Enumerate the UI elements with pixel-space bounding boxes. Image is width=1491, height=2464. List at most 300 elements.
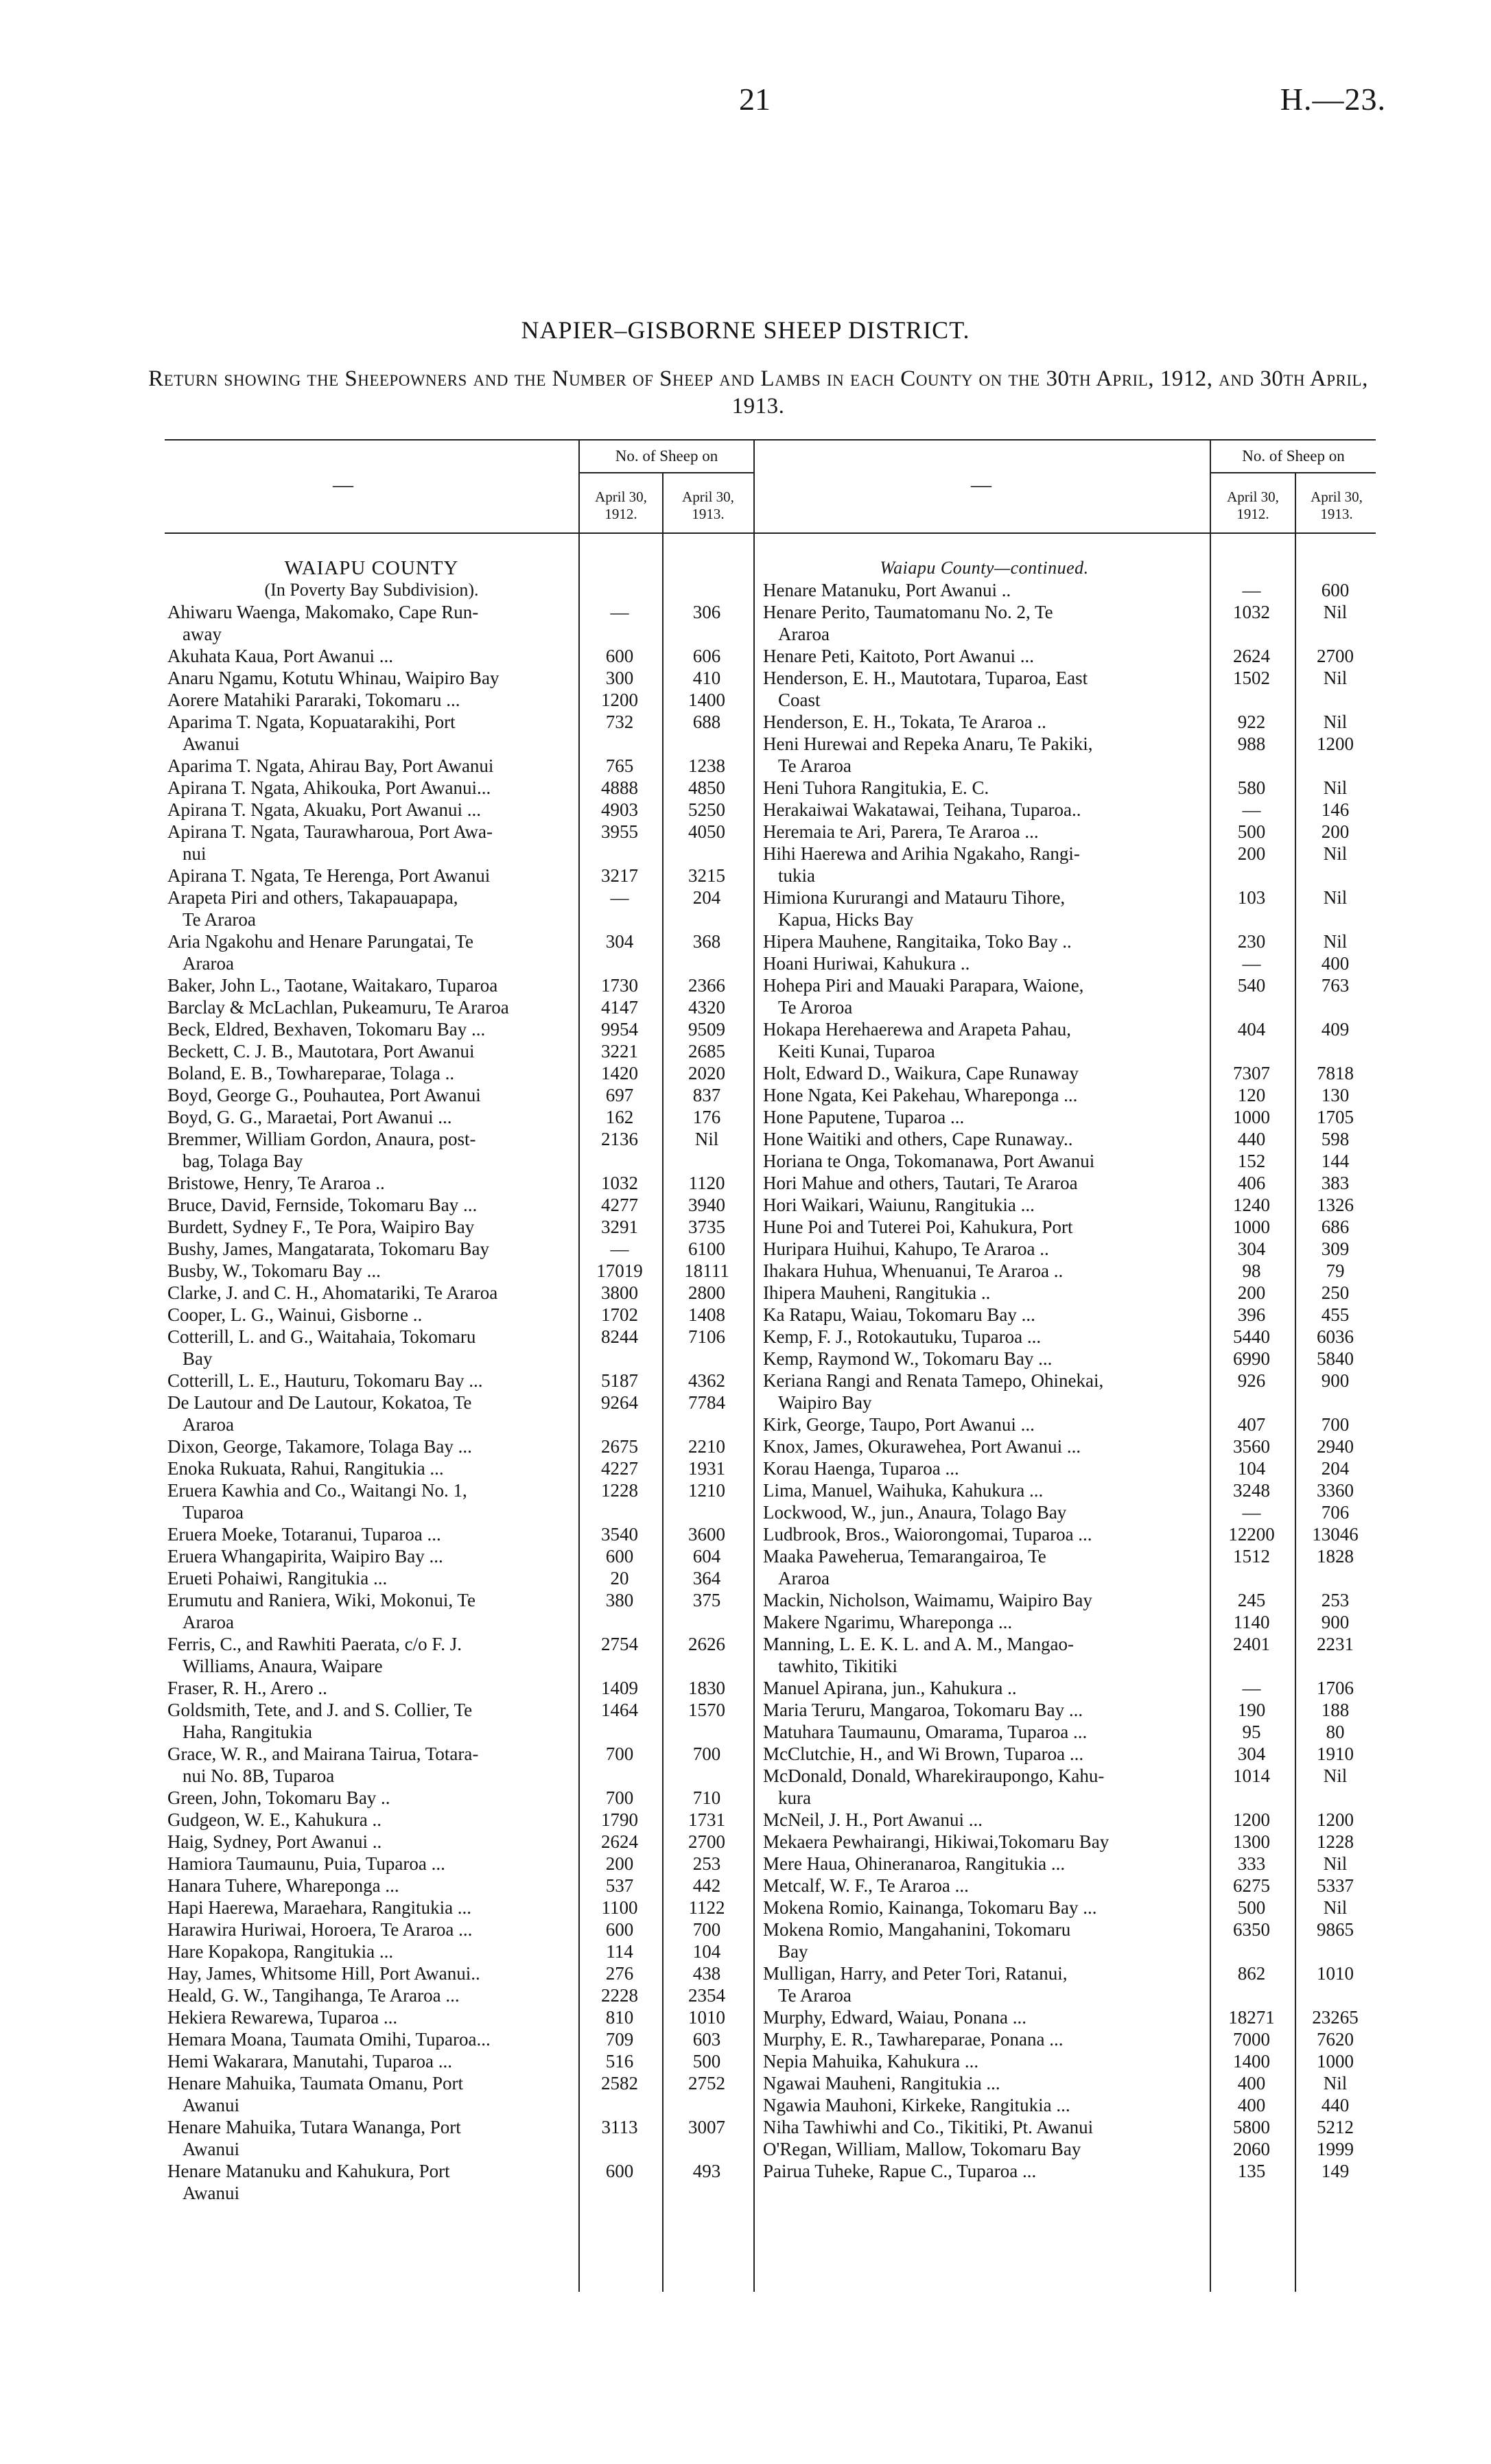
owner-row xyxy=(763,887,1376,930)
owner-name: Mokena Romio, Mangahanini, Tokomaru Bay xyxy=(763,1919,1206,1962)
sheep-1912-value: 2228 xyxy=(601,1985,638,2006)
sheep-1913-value: Nil xyxy=(1323,1853,1348,1874)
owner-row xyxy=(763,2028,1376,2050)
owner-row xyxy=(167,1238,751,1260)
sheep-1912-value: 135 xyxy=(1237,2161,1266,2181)
owner-row xyxy=(167,996,751,1018)
owner-row xyxy=(167,645,751,667)
sheep-1912-value: 1100 xyxy=(601,1897,638,1918)
owner-name-continuation: Araroa xyxy=(183,1414,234,1435)
sheep-1912-value: 732 xyxy=(605,712,634,732)
owner-name: Maria Teruru, Mangaroa, Tokomaru Bay ... xyxy=(763,1700,1083,1720)
sheep-1912-value: 6990 xyxy=(1233,1348,1270,1369)
left-1913-header: April 30, 1913. xyxy=(682,489,734,522)
owner-name: Apirana T. Ngata, Ahikouka, Port Awanui... xyxy=(167,777,491,798)
owner-name: Baker, John L., Taotane, Waitakaro, Tuparoa xyxy=(167,975,498,996)
sheep-1912-value: 333 xyxy=(1237,1853,1266,1874)
sheep-1913-value: 603 xyxy=(692,2029,721,2050)
sheep-1912-value: 1200 xyxy=(601,690,638,710)
owner-name: Apirana T. Ngata, Taurawharoua, Port Awa- nui xyxy=(167,821,576,865)
owner-name: Kirk, George, Taupo, Port Awanui ... xyxy=(763,1414,1035,1435)
owner-name: Eruera Whangapirita, Waipiro Bay ... xyxy=(167,1546,443,1567)
document-title: NAPIER–GISBORNE SHEEP DISTRICT. xyxy=(521,316,970,344)
sheep-1912-value: 3291 xyxy=(601,1217,638,1237)
sheep-1912-value: 4903 xyxy=(601,799,638,820)
sheep-1913-value: 410 xyxy=(692,668,721,688)
owner-name: Heni Hurewai and Repeka Anaru, Te Pakiki, Te Araroa xyxy=(763,733,1206,777)
owner-name-continuation: Te Araroa xyxy=(778,1985,852,2006)
owner-name: Beck, Eldred, Bexhaven, Tokomaru Bay ... xyxy=(167,1019,486,1040)
sheep-1912-value: 200 xyxy=(1237,1282,1266,1303)
sheep-1913-value: 149 xyxy=(1321,2161,1350,2181)
sheep-1912-value: 95 xyxy=(1242,1722,1261,1742)
owner-name: Matuhara Taumaunu, Omarama, Tuparoa ... xyxy=(763,1722,1088,1742)
owner-name: Ludbrook, Bros., Waiorongomai, Tuparoa ... xyxy=(763,1524,1092,1545)
sheep-1913-value: 2231 xyxy=(1317,1634,1354,1654)
owner-row xyxy=(167,799,751,821)
sheep-1912-value: 988 xyxy=(1237,734,1266,754)
sheep-1912-value: 5800 xyxy=(1233,2117,1270,2137)
sheep-1912-value: 200 xyxy=(1237,843,1266,864)
sheep-1912-value: 152 xyxy=(1237,1151,1266,1171)
sheep-1913-value: 13046 xyxy=(1312,1524,1359,1545)
owner-name: Murphy, Edward, Waiau, Ponana ... xyxy=(763,2007,1026,2028)
owner-name-continuation: Araroa xyxy=(778,1568,830,1588)
owner-row xyxy=(167,1589,751,1633)
owner-row xyxy=(763,1523,1376,1545)
owner-row xyxy=(763,1062,1376,1084)
sheep-1913-value: 6036 xyxy=(1317,1326,1354,1347)
owner-name: Henare Perito, Taumatomanu No. 2, Te Araroa xyxy=(763,601,1206,645)
sheep-1912-value: 500 xyxy=(1237,821,1266,842)
owner-row xyxy=(763,2050,1376,2072)
sheep-1912-value: 580 xyxy=(1237,777,1266,798)
owner-row xyxy=(763,1128,1376,1150)
sheep-1913-value: 250 xyxy=(1321,1282,1350,1303)
sheep-1912-value: 162 xyxy=(605,1107,634,1127)
sheep-1913-value: 7818 xyxy=(1317,1063,1354,1083)
owner-name: Ferris, C., and Rawhiti Paerata, c/o F. J. Williams, Anaura, Waipare xyxy=(167,1633,576,1677)
sheep-1913-value: 253 xyxy=(1321,1590,1350,1610)
sheep-1912-value: 2582 xyxy=(601,2073,638,2093)
owner-name: Henare Matanuku, Port Awanui .. xyxy=(763,580,1011,600)
sheep-1912-value: 4227 xyxy=(601,1458,638,1479)
sheep-1913-value: 5212 xyxy=(1317,2117,1354,2137)
sheep-1912-value: 2624 xyxy=(1233,646,1270,666)
sheep-1913-value: 900 xyxy=(1321,1612,1350,1632)
sheep-1912-value: 9954 xyxy=(601,1019,638,1040)
owner-name: McClutchie, H., and Wi Brown, Tuparoa ... xyxy=(763,1744,1084,1764)
sheep-1913-value: 1200 xyxy=(1317,1809,1354,1830)
owner-name: Mekaera Pewhairangi, Hikiwai,Tokomaru Bay xyxy=(763,1831,1110,1852)
owner-name-continuation: tawhito, Tikitiki xyxy=(778,1656,898,1676)
sheep-1913-value: Nil xyxy=(1323,2073,1348,2093)
sheep-1913-value: 700 xyxy=(692,1744,721,1764)
sheep-1913-value: 3360 xyxy=(1317,1480,1354,1501)
county-heading: WAIAPU COUNTY xyxy=(284,557,459,579)
sheep-1913-value: 253 xyxy=(692,1853,721,1874)
left-owner-list xyxy=(167,601,751,2204)
sheep-1912-value: 304 xyxy=(1237,1744,1266,1764)
sheep-1913-value: 763 xyxy=(1321,975,1350,996)
owner-row xyxy=(763,1809,1376,1831)
owner-row xyxy=(763,1589,1376,1611)
sheep-1913-value: 493 xyxy=(692,2161,721,2181)
sheep-1913-value: 1731 xyxy=(688,1809,725,1830)
owner-name-continuation: kura xyxy=(778,1787,811,1808)
sheep-1913-value: 3007 xyxy=(688,2117,725,2137)
owner-name: Mackin, Nicholson, Waimamu, Waipiro Bay xyxy=(763,1590,1092,1610)
owner-name: Ihipera Mauheni, Rangitukia .. xyxy=(763,1282,991,1303)
owner-name: Haig, Sydney, Port Awanui .. xyxy=(167,1831,382,1852)
owner-row xyxy=(167,1787,751,1809)
owner-row xyxy=(763,1304,1376,1326)
sheep-1913-value: 688 xyxy=(692,712,721,732)
sheep-1912-value: — xyxy=(1242,1678,1261,1698)
owner-name: Henare Peti, Kaitoto, Port Awanui ... xyxy=(763,646,1034,666)
owner-row xyxy=(167,1018,751,1040)
sheep-1912-value: 1702 xyxy=(601,1304,638,1325)
owner-row xyxy=(167,1128,751,1172)
owner-name: Barclay & McLachlan, Pukeamuru, Te Araroa xyxy=(167,997,509,1018)
owner-row xyxy=(763,579,1376,601)
sheep-1913-value: 4850 xyxy=(688,777,725,798)
owner-row xyxy=(167,1457,751,1479)
sheep-1913-value: 710 xyxy=(692,1787,721,1808)
sheep-1912-value: 1032 xyxy=(601,1173,638,1193)
owner-name: Eruera Kawhia and Co., Waitangi No. 1, Tuparoa xyxy=(167,1479,576,1523)
owner-row xyxy=(763,1150,1376,1172)
owner-name: Korau Haenga, Tuparoa ... xyxy=(763,1458,959,1479)
owner-name-continuation: nui No. 8B, Tuparoa xyxy=(183,1765,335,1786)
sheep-1913-value: 383 xyxy=(1321,1173,1350,1193)
sheep-1912-value: — xyxy=(1242,1502,1261,1523)
owner-row xyxy=(763,843,1376,887)
owner-name: Bruce, David, Fernside, Tokomaru Bay ... xyxy=(167,1195,478,1215)
sheep-1912-value: 1502 xyxy=(1233,668,1270,688)
owner-row xyxy=(167,1809,751,1831)
sheep-1912-value: 12200 xyxy=(1228,1524,1275,1545)
right-column xyxy=(763,557,1376,2182)
sheep-1912-value: 1228 xyxy=(601,1480,638,1501)
owner-name: Hone Waitiki and others, Cape Runaway.. xyxy=(763,1129,1073,1149)
owner-name-continuation: Tuparoa xyxy=(183,1502,244,1523)
owner-row xyxy=(167,1326,751,1370)
sheep-1912-value: 7307 xyxy=(1233,1063,1270,1083)
owner-name: Knox, James, Okurawehea, Port Awanui ... xyxy=(763,1436,1081,1457)
sheep-1913-value: 2700 xyxy=(688,1831,725,1852)
sheep-1912-value: 9264 xyxy=(601,1392,638,1413)
sheep-1913-value: 79 xyxy=(1326,1260,1345,1281)
owner-name: Manning, L. E. K. L. and A. M., Mangao- tawhito, Tikitiki xyxy=(763,1633,1206,1677)
sheep-1912-value: 926 xyxy=(1237,1370,1266,1391)
owner-name-continuation: Haha, Rangitukia xyxy=(183,1722,312,1742)
owner-name: Heremaia te Ari, Parera, Te Araroa ... xyxy=(763,821,1039,842)
sheep-1913-value: 1705 xyxy=(1317,1107,1354,1127)
sheep-1913-value: 1122 xyxy=(688,1897,725,1918)
sheep-1913-value: 1200 xyxy=(1317,734,1354,754)
owner-name-continuation: Te Araroa xyxy=(183,909,256,930)
owner-row xyxy=(763,1457,1376,1479)
sheep-1912-value: 700 xyxy=(605,1744,634,1764)
owner-name: Himiona Kururangi and Matauru Tihore, Kapua, Hicks Bay xyxy=(763,887,1206,930)
owner-name: Apirana T. Ngata, Akuaku, Port Awanui ... xyxy=(167,799,481,820)
owner-name: Huripara Huihui, Kahupo, Te Araroa .. xyxy=(763,1239,1049,1259)
sheep-1912-value: 400 xyxy=(1237,2073,1266,2093)
sheep-1912-value: 1300 xyxy=(1233,1831,1270,1852)
right-owner-header: — xyxy=(971,473,991,496)
sheep-1913-value: Nil xyxy=(694,1129,719,1149)
sheep-1913-value: 7106 xyxy=(688,1326,725,1347)
owner-name: Holt, Edward D., Waikura, Cape Runaway xyxy=(763,1063,1079,1083)
owner-name: Mere Haua, Ohineranaroa, Rangitukia ... xyxy=(763,1853,1066,1874)
sheep-1913-value: 309 xyxy=(1321,1239,1350,1259)
sheep-1912-value: 1000 xyxy=(1233,1217,1270,1237)
sheep-1912-value: 1400 xyxy=(1233,2051,1270,2072)
sheep-1913-value: 2752 xyxy=(688,2073,725,2093)
sheep-1912-value: 516 xyxy=(605,2051,634,2072)
column-divider xyxy=(753,439,755,2292)
owner-row xyxy=(167,1106,751,1128)
sheep-1912-value: 3800 xyxy=(601,1282,638,1303)
owner-row xyxy=(763,601,1376,645)
owner-name: Eruera Moeke, Totaranui, Tuparoa ... xyxy=(167,1524,441,1545)
sheep-1913-value: 4362 xyxy=(688,1370,725,1391)
owner-name-continuation: Te Araroa xyxy=(778,755,852,776)
owner-name: Makere Ngarimu, Whareponga ... xyxy=(763,1612,1013,1632)
sheep-1913-value: Nil xyxy=(1323,777,1348,798)
sheep-1913-value: 200 xyxy=(1321,821,1350,842)
sheep-1912-value: 98 xyxy=(1242,1260,1261,1281)
owner-row xyxy=(763,799,1376,821)
owner-name: Hihi Haerewa and Arihia Ngakaho, Rangi- tukia xyxy=(763,843,1206,887)
sheep-1913-value: 2940 xyxy=(1317,1436,1354,1457)
sheep-1913-value: 2354 xyxy=(688,1985,725,2006)
owner-name-continuation: bag, Tolaga Bay xyxy=(183,1151,303,1171)
sheep-1913-value: 104 xyxy=(692,1941,721,1962)
sheep-1912-value: 120 xyxy=(1237,1085,1266,1105)
left-subheader-rule xyxy=(578,472,753,473)
left-sheep-group-header: No. of Sheep on xyxy=(615,447,718,465)
owner-name: Heald, G. W., Tangihanga, Te Araroa ... xyxy=(167,1985,460,2006)
sheep-1913-value: 7620 xyxy=(1317,2029,1354,2050)
sheep-1913-value: 5840 xyxy=(1317,1348,1354,1369)
owner-name-continuation: Araroa xyxy=(778,624,830,644)
owner-row xyxy=(763,952,1376,974)
sheep-1913-value: 604 xyxy=(692,1546,721,1567)
sheep-1912-value: 400 xyxy=(1237,2095,1266,2115)
owner-name: Burdett, Sydney F., Te Pora, Waipiro Bay xyxy=(167,1217,475,1237)
owner-row xyxy=(167,1962,751,1984)
left-column xyxy=(167,557,751,2204)
owner-name-continuation: Keiti Kunai, Tuparoa xyxy=(778,1041,935,1061)
owner-row xyxy=(167,777,751,799)
sheep-1913-value: 3940 xyxy=(688,1195,725,1215)
sheep-1913-value: 500 xyxy=(692,2051,721,2072)
sheep-1913-value: Nil xyxy=(1323,843,1348,864)
owner-row xyxy=(763,1282,1376,1304)
sheep-1913-value: Nil xyxy=(1323,1897,1348,1918)
sheep-1912-value: 304 xyxy=(1237,1239,1266,1259)
owner-row xyxy=(167,601,751,645)
sheep-1913-value: 1010 xyxy=(1317,1963,1354,1984)
owner-row xyxy=(763,1370,1376,1413)
sheep-1913-value: Nil xyxy=(1323,668,1348,688)
owner-name-continuation: away xyxy=(183,624,222,644)
sheep-1912-value: 7000 xyxy=(1233,2029,1270,2050)
owner-row xyxy=(167,1984,751,2006)
owner-row xyxy=(763,2094,1376,2116)
owner-name: Mulligan, Harry, and Peter Tori, Ratanui, Te Araroa xyxy=(763,1962,1206,2006)
owner-name: Henare Mahuika, Taumata Omanu, Port Awanui xyxy=(167,2072,576,2116)
sheep-1912-value: 380 xyxy=(605,1590,634,1610)
owner-name: Fraser, R. H., Arero .. xyxy=(167,1678,327,1698)
sheep-1912-value: — xyxy=(1242,953,1261,974)
sheep-1913-value: 5337 xyxy=(1317,1875,1354,1896)
sheep-1912-value: 2401 xyxy=(1233,1634,1270,1654)
owner-row xyxy=(167,1479,751,1523)
sheep-1912-value: 17019 xyxy=(596,1260,643,1281)
sheep-1912-value: 103 xyxy=(1237,887,1266,908)
owner-name: Henare Mahuika, Tutara Wananga, Port Awanui xyxy=(167,2116,576,2160)
owner-name: Horiana te Onga, Tokomanawa, Port Awanui xyxy=(763,1151,1095,1171)
owner-name: Hori Waikari, Waiunu, Rangitukia ... xyxy=(763,1195,1035,1215)
owner-row xyxy=(167,1940,751,1962)
sheep-1912-value: 1790 xyxy=(601,1809,638,1830)
sheep-1912-value: 3113 xyxy=(601,2117,638,2137)
owner-name: Grace, W. R., and Mairana Tairua, Totara- nui No. 8B, Tuparoa xyxy=(167,1743,576,1787)
owner-row xyxy=(763,1765,1376,1809)
owner-row xyxy=(167,1523,751,1545)
owner-name: Aparima T. Ngata, Ahirau Bay, Port Awanui xyxy=(167,755,494,776)
sheep-1913-value: 606 xyxy=(692,646,721,666)
sheep-1913-value: 4320 xyxy=(688,997,725,1018)
owner-row xyxy=(167,930,751,974)
owner-name: Niha Tawhiwhi and Co., Tikitiki, Pt. Awanui xyxy=(763,2117,1094,2137)
owner-row xyxy=(167,667,751,689)
owner-name: Aorere Matahiki Pararaki, Tokomaru ... xyxy=(167,690,460,710)
sheep-1912-value: 276 xyxy=(605,1963,634,1984)
owner-row xyxy=(763,1721,1376,1743)
owner-name: Green, John, Tokomaru Bay .. xyxy=(167,1787,390,1808)
sheep-1913-value: 23265 xyxy=(1312,2007,1359,2028)
owner-row xyxy=(167,1216,751,1238)
sheep-1912-value: 4888 xyxy=(601,777,638,798)
owner-name: Hipera Mauhene, Rangitaika, Toko Bay .. xyxy=(763,931,1072,952)
owner-name: Boland, E. B., Towhareparae, Tolaga .. xyxy=(167,1063,455,1083)
sheep-1913-value: 375 xyxy=(692,1590,721,1610)
owner-row xyxy=(167,2072,751,2116)
sheep-1912-value: 406 xyxy=(1237,1173,1266,1193)
owner-row xyxy=(763,1897,1376,1919)
sheep-1913-value: 2800 xyxy=(688,1282,725,1303)
sheep-1912-value: 1464 xyxy=(601,1700,638,1720)
owner-row xyxy=(763,1435,1376,1457)
owner-name: Erumutu and Raniera, Wiki, Mokonui, Te Araroa xyxy=(167,1589,576,1633)
sheep-1913-value: 1931 xyxy=(688,1458,725,1479)
sheep-1913-value: 686 xyxy=(1321,1217,1350,1237)
owner-row xyxy=(763,1545,1376,1589)
owner-name: Anaru Ngamu, Kotutu Whinau, Waipiro Bay xyxy=(167,668,500,688)
sheep-1913-value: 409 xyxy=(1321,1019,1350,1040)
owner-name: Kemp, F. J., Rotokautuku, Tuparoa ... xyxy=(763,1326,1042,1347)
sheep-1912-value: 4147 xyxy=(601,997,638,1018)
owner-row xyxy=(167,2160,751,2204)
owner-row xyxy=(167,974,751,996)
sheep-1913-value: 130 xyxy=(1321,1085,1350,1105)
sheep-1913-value: 1999 xyxy=(1317,2139,1354,2159)
left-1912-header: April 30, 1912. xyxy=(595,489,647,522)
owner-row xyxy=(763,1831,1376,1853)
owner-name: Hune Poi and Tuterei Poi, Kahukura, Port xyxy=(763,1217,1073,1237)
owner-row xyxy=(167,2006,751,2028)
sheep-1912-value: 3248 xyxy=(1233,1480,1270,1501)
sheep-1913-value: 7784 xyxy=(688,1392,725,1413)
sheep-1913-value: 700 xyxy=(692,1919,721,1940)
sheep-1912-value: 2136 xyxy=(601,1129,638,1149)
sheep-1912-value: 3955 xyxy=(601,821,638,842)
sheep-1912-value: — xyxy=(610,602,629,622)
sheep-1912-value: 230 xyxy=(1237,931,1266,952)
sheep-1912-value: 3221 xyxy=(601,1041,638,1061)
sheep-1913-value: 2366 xyxy=(688,975,725,996)
owner-name: De Lautour and De Lautour, Kokatoa, Te Araroa xyxy=(167,1392,576,1435)
owner-name: Metcalf, W. F., Te Araroa ... xyxy=(763,1875,969,1896)
owner-row xyxy=(763,1962,1376,2006)
sheep-1913-value: 6100 xyxy=(688,1239,725,1259)
owner-row xyxy=(763,1216,1376,1238)
sheep-1912-value: 810 xyxy=(605,2007,634,2028)
sheep-1913-value: 364 xyxy=(692,1568,721,1588)
owner-name: Hokapa Herehaerewa and Arapeta Pahau, Keiti Kunai, Tuparoa xyxy=(763,1018,1206,1062)
sheep-1912-value: 1000 xyxy=(1233,1107,1270,1127)
sheep-1913-value: 144 xyxy=(1321,1151,1350,1171)
sheep-1912-value: 500 xyxy=(1237,1897,1266,1918)
header-top-rule xyxy=(165,439,1376,441)
sheep-1913-value: 146 xyxy=(1321,799,1350,820)
sheep-1912-value: 1032 xyxy=(1233,602,1270,622)
sheep-1913-value: 204 xyxy=(692,887,721,908)
sheep-1912-value: 304 xyxy=(605,931,634,952)
sheep-1912-value: 440 xyxy=(1237,1129,1266,1149)
owner-row xyxy=(763,1677,1376,1699)
header-bottom-rule xyxy=(165,532,1376,534)
sheep-1913-value: 18111 xyxy=(684,1260,729,1281)
sheep-1912-value: 1140 xyxy=(1233,1612,1270,1632)
sheep-1912-value: 8244 xyxy=(601,1326,638,1347)
owner-name-continuation: Waipiro Bay xyxy=(778,1392,872,1413)
owner-name: Goldsmith, Tete, and J. and S. Collier, Te Haha, Rangitukia xyxy=(167,1699,576,1743)
sheep-1913-value: 2685 xyxy=(688,1041,725,1061)
sheep-1912-value: 1409 xyxy=(601,1678,638,1698)
sheep-1912-value: 1200 xyxy=(1233,1809,1270,1830)
sheep-1912-value: 1240 xyxy=(1233,1195,1270,1215)
owner-row xyxy=(167,1875,751,1897)
owner-row xyxy=(167,821,751,865)
sheep-1912-value: 407 xyxy=(1237,1414,1266,1435)
owner-name: Henderson, E. H., Tokata, Te Araroa .. xyxy=(763,712,1046,732)
sheep-1912-value: 600 xyxy=(605,646,634,666)
sheep-1913-value: 455 xyxy=(1321,1304,1350,1325)
owner-row xyxy=(167,2028,751,2050)
sheep-1913-value: 1910 xyxy=(1317,1744,1354,1764)
owner-row xyxy=(763,777,1376,799)
sheep-1912-value: 3217 xyxy=(601,865,638,886)
county-heading-continued: Waiapu County—continued. xyxy=(880,558,1089,578)
owner-name: Hemara Moana, Taumata Omihi, Tuparoa... xyxy=(167,2029,491,2050)
owner-row xyxy=(167,1370,751,1392)
sheep-1913-value: 2020 xyxy=(688,1063,725,1083)
